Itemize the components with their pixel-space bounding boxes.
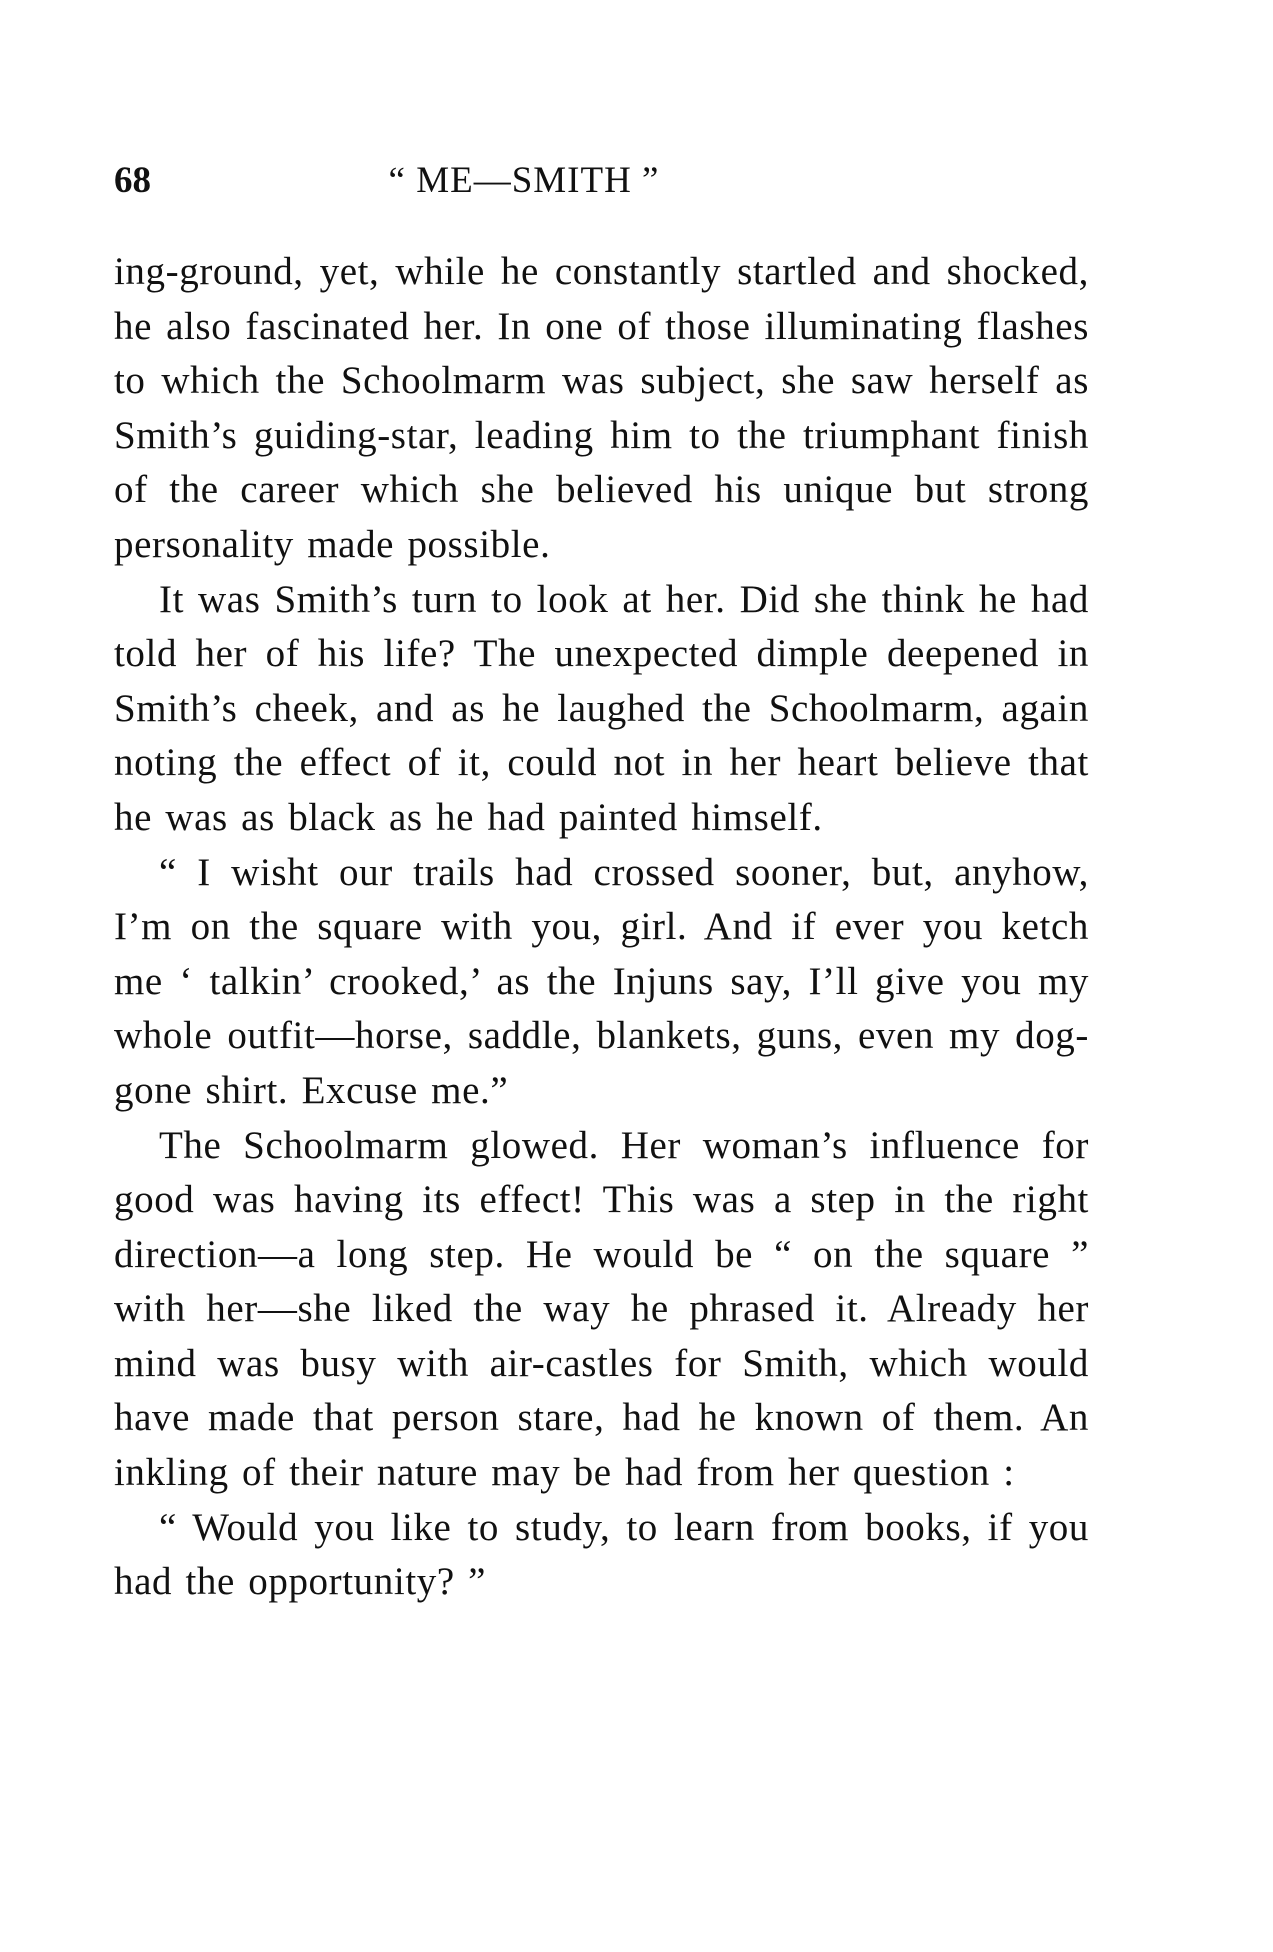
paragraph: “ I wisht our trails had crossed sooner, but, anyhow, I’m on the square with you, girl. And if ever you ketch me ‘ talkin’ crooked,’ as the Injuns say, I’ll give you my whole outfit—horse, saddle, blankets, guns, even my dog-gone shirt. Excuse me.”: [114, 850, 1089, 1112]
paragraph: It was Smith’s turn to look at her. Did she think he had told her of his life? The unexpected dimple deepened in Smith’s cheek, and as he laughed the Schoolmarm, again noting the effect of it, could not in her heart believe that he was as black as he had painted himself.: [114, 577, 1089, 839]
running-head: “ ME—SMITH ”: [388, 160, 660, 201]
paragraph: The Schoolmarm glowed. Her woman’s influence for good was having its effect! This was a step in the right direction—a long step. He would be “ on the square ” with her—she liked the way he phrased it. Already her mind was busy with air-castles for Smith, which would have made that person stare, had he known of them. An inkling of their nature may be had from her question :: [114, 1123, 1089, 1495]
page-header: [114, 156, 1089, 206]
page-number: 68: [114, 160, 151, 201]
body-text: [114, 245, 1089, 1610]
paragraph: ing-ground, yet, while he constantly startled and shocked, he also fascinated her. In one of those illuminating flashes to which the Schoolmarm was subject, she saw herself as Smith’s guiding-star, leading him to the triumphant finish of the career which she believed his unique but strong personality made possible.: [114, 250, 1089, 566]
paragraph: “ Would you like to study, to learn from books, if you had the opportunity? ”: [114, 1505, 1089, 1604]
